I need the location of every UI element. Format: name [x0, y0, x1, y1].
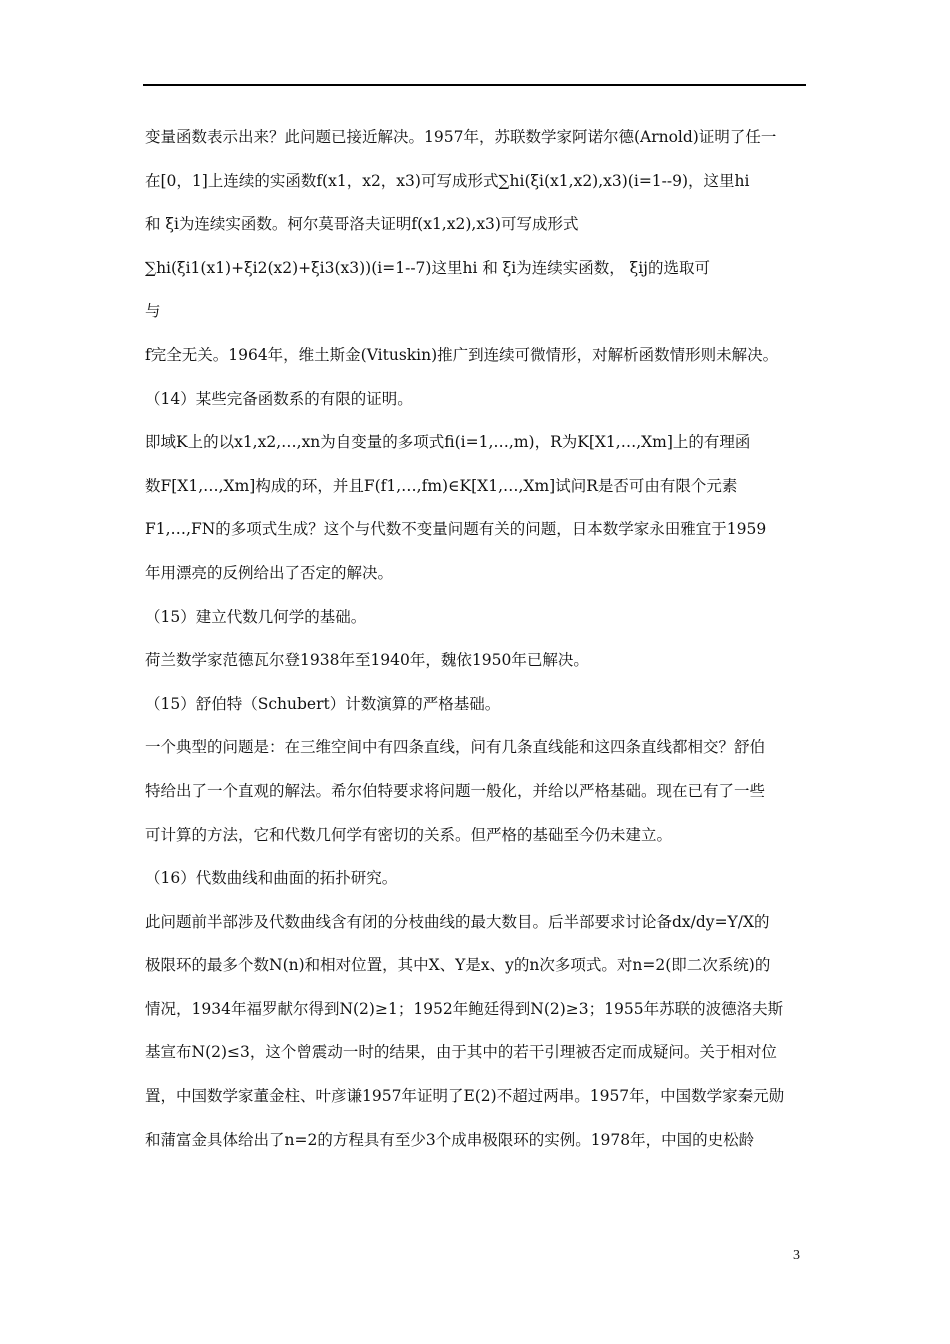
page-number: 3 [793, 1248, 800, 1263]
text-line: 年用漂亮的反例给出了否定的解决。 [145, 563, 394, 582]
text-line: 即域K上的以x1,x2,…,xn为自变量的多项式fi(i=1,…,m)，R为K[X1,…,Xm]上的有理函 [145, 433, 751, 452]
text-line: 数F[X1,…,Xm]构成的环，并且F(f1,…,fm)∈K[X1,…,Xm]试问R是否可由有限个元素 [145, 476, 738, 495]
text-line: 置，中国数学家董金柱、叶彦谦1957年证明了E(2)不超过两串。1957年，中国数学家秦元勋 [145, 1087, 785, 1106]
text-line: 在[0，1]上连续的实函数f(x1，x2，x3)可写成形式∑hi(ξi(x1,x2),x3)(i=1--9)，这里hi [145, 171, 750, 190]
text-line: 与 [145, 302, 161, 321]
text-line: 可计算的方法，它和代数几何学有密切的关系。但严格的基础至今仍未建立。 [145, 825, 673, 844]
text-line: 情况，1934年福罗献尔得到N(2)≥1；1952年鲍廷得到N(2)≥3；1955年苏联的波德洛夫斯 [145, 999, 784, 1018]
text-line: （15）建立代数几何学的基础。 [145, 607, 367, 626]
text-line: 基宣布N(2)≤3，这个曾震动一时的结果，由于其中的若干引理被否定而成疑问。关于相对位 [145, 1043, 777, 1062]
text-line: 特给出了一个直观的解法。希尔伯特要求将问题一般化，并给以严格基础。现在已有了一些 [145, 781, 766, 800]
text-line: F1,…,FN的多项式生成？这个与代数不变量问题有关的问题，日本数学家永田雅宜于1959 [145, 520, 767, 539]
text-line: 此问题前半部涉及代数曲线含有闭的分枝曲线的最大数目。后半部要求讨论备dx/dy=Y/X的 [145, 912, 770, 931]
text-line: 变量函数表示出来？此问题已接近解决。1957年，苏联数学家阿诺尔德(Arnold)证明了任一 [145, 128, 777, 146]
header-rule [143, 84, 806, 86]
text-line: 极限环的最多个数N(n)和相对位置，其中X、Y是x、y的n次多项式。对n=2(即二次系统)的 [145, 956, 771, 975]
text-line: 荷兰数学家范德瓦尔登1938年至1940年，魏依1950年已解决。 [145, 651, 589, 670]
text-line: （14）某些完备函数系的有限的证明。 [145, 389, 413, 408]
text-line: 和 ξi为连续实函数。柯尔莫哥洛夫证明f(x1,x2),x3)可写成形式 [145, 215, 579, 234]
text-line: 和蒲富金具体给出了n=2的方程具有至少3个成串极限环的实例。1978年，中国的史松龄 [145, 1130, 755, 1149]
text-line: ∑hi(ξi1(x1)+ξi2(x2)+ξi3(x3))(i=1--7)这里hi 和 ξi为连续实函数， ξij的选取可 [145, 258, 710, 277]
text-line: f完全无关。1964年，维土斯金(Vituskin)推广到连续可微情形，对解析函数情形则未解决。 [145, 345, 779, 364]
document-body [145, 125, 808, 1171]
text-line: （15）舒伯特（Schubert）计数演算的严格基础。 [145, 694, 501, 713]
text-line: 一个典型的问题是：在三维空间中有四条直线，问有几条直线能和这四条直线都相交？舒伯 [145, 738, 766, 757]
text-line: （16）代数曲线和曲面的拓扑研究。 [145, 869, 398, 888]
